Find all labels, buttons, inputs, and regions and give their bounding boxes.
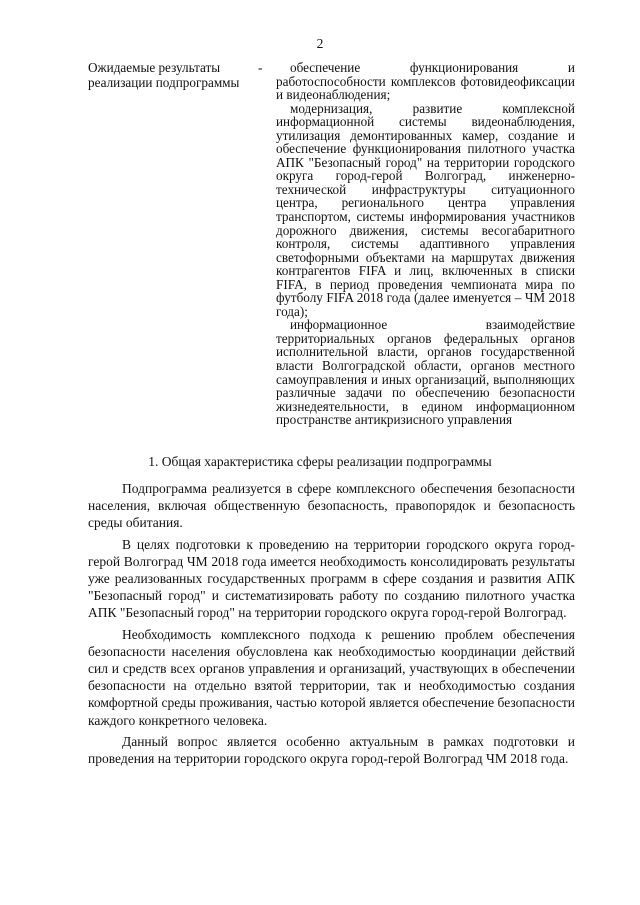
body-paragraph: Подпрограмма реализуется в сфере комплексного обеспечения безопасности населения, включая общественную безопасность, правопорядок и безопасность среды обитания.: [88, 481, 575, 531]
result-item: информационное взаимодействие территориальных органов федеральных органов исполнительной власти, органов государственной власти Волгоградской области, органов местного самоуправления и иных организаций, выполняющих различные задачи по обеспечению безопасности жизнедеятельности, в едином информационном пространстве антикризисного управления: [276, 317, 575, 428]
expected-results: [276, 61, 575, 427]
section-heading: 1. Общая характеристика сферы реализации подпрограммы: [148, 454, 492, 469]
page-number: 2: [316, 36, 324, 51]
body-paragraph: Данный вопрос является особенно актуальным в рамках подготовки и проведения на территории городского округа город-герой Волгоград ЧМ 2018 года.: [88, 733, 575, 767]
section-body: [88, 480, 575, 771]
result-item: модернизация, развитие комплексной информационной системы видеонаблюдения, утилизация демонтированных камер, создание и обеспечение функционирования пилотного участка АПК "Безопасный город" на территории городского округа город-герой Волгоград, инженерно-технической инфраструктуры ситуационного центра, регионального центра управления транспортом, системы информирования участников дорожного движения, системы весогабаритного контроля, системы адаптивного управления светофорными объектами на маршрутах движения контрагентов FIFA и лиц, включенных в списки FIFA, в период проведения чемпионата мира по футболу FIFA 2018 года (далее именуется – ЧМ 2018 года);: [276, 100, 575, 319]
passport-dash: -: [258, 60, 263, 75]
passport-label: Ожидаемые результаты реализации подпрограммы: [88, 60, 240, 90]
result-item: обеспечение функционирования и работоспособности комплексов фотовидеофиксации и видеонаблюдения;: [276, 60, 575, 103]
body-paragraph: Необходимость комплексного подхода к решению проблем обеспечения безопасности населения обусловлена как необходимостью координации действий сил и средств всех органов управления и организаций, участвующих в обеспечении безопасности на отдельно взятой территории, так и необходимостью создания комфортной среды проживания, частью которой является обеспечение безопасности каждого конкретного человека.: [88, 626, 575, 728]
body-paragraph: В целях подготовки к проведению на территории городского округа город-герой Волгоград ЧМ 2018 года имеется необходимость консолидировать результаты уже реализованных государственных программ в сфере создания и развития АПК "Безопасный город" и систематизировать работу по созданию пилотного участка АПК "Безопасный город" на территории городского округа город-герой Волгоград.: [88, 536, 575, 621]
